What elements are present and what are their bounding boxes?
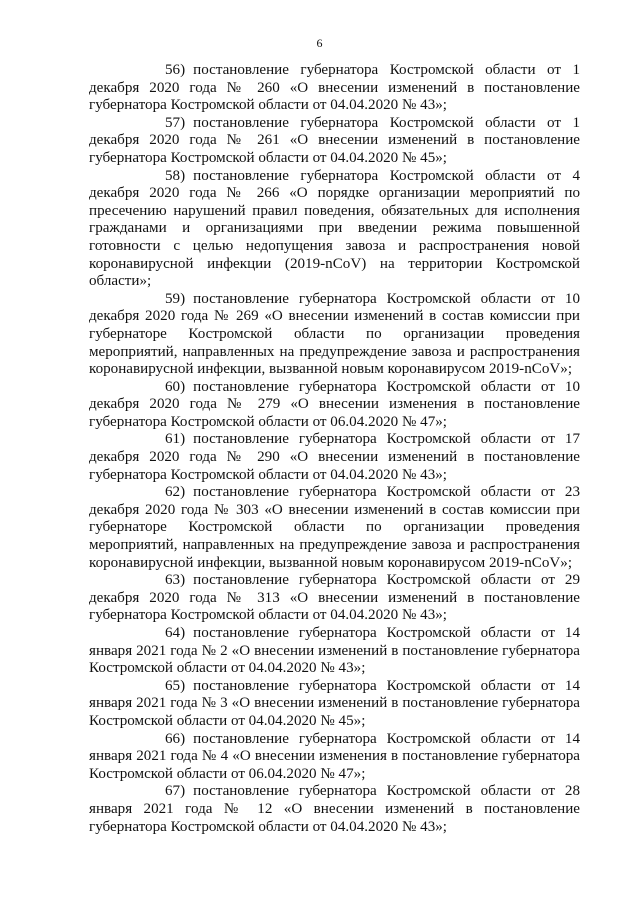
item-number: 63) [165,572,186,589]
item-text: постановление губернатора Костромской области от 23 декабря 2020 года № 303 «О внесении изменений в состав комиссии при губернаторе Костромской области по организации проведения мероприятий, направленных на предупреждение завоза и распространения коронавирусной инфекции, вызванной новым коронавирусом 2019-nCoV»; [89,484,580,571]
item-text: постановление губернатора Костромской области от 10 декабря 2020 года № 279 «О внесении изменения в постановление губернатора Костромской области от 06.04.2020 № 47»; [89,378,580,430]
item-text: постановление губернатора Костромской области от 14 января 2021 года № 2 «О внесении изменений в постановление губернатора Костромской области от 04.04.2020 № 43»; [89,625,580,677]
item-text: постановление губернатора Костромской области от 4 декабря 2020 года № 266 «О порядке организации мероприятий по пресечению нарушений правил поведения, обязательных для исполнения гражданами и организациями при введении режима повышенной готовности с целью недопущения завоза и распространения новой коронавирусной инфекции (2019-nCoV) на территории Костромской области»; [89,167,580,290]
list-item [89,168,580,291]
item-number: 57) [165,114,186,131]
item-text: постановление губернатора Костромской области от 17 декабря 2020 года № 290 «О внесении изменений в постановление губернатора Костромской области от 04.04.2020 № 43»; [89,431,580,483]
item-text: постановление губернатора Костромской области от 14 января 2021 года № 3 «О внесении изменений в постановление губернатора Костромской области от 04.04.2020 № 45»; [89,677,580,729]
item-text: постановление губернатора Костромской области от 14 января 2021 года № 4 «О внесении изменения в постановление губернатора Костромской области от 06.04.2020 № 47»; [89,730,580,782]
list-item [89,62,580,115]
item-number: 61) [165,431,186,448]
item-number: 64) [165,625,186,641]
item-number: 58) [165,167,186,184]
list-item [89,115,580,168]
document-body [89,62,580,836]
item-number: 67) [165,783,186,800]
item-number: 56) [165,62,186,78]
list-item [89,625,580,678]
item-number: 59) [165,290,186,307]
list-item [89,731,580,784]
item-number: 60) [165,378,186,395]
item-number: 66) [165,730,186,747]
list-item [89,379,580,432]
item-text: постановление губернатора Костромской области от 1 декабря 2020 года № 260 «О внесении изменений в постановление губернатора Костромской области от 04.04.2020 № 43»; [89,62,580,114]
list-item [89,783,580,836]
page-number: 6 [316,36,323,50]
item-text: постановление губернатора Костромской области от 1 декабря 2020 года № 261 «О внесении изменений в постановление губернатора Костромской области от 04.04.2020 № 45»; [89,114,580,166]
list-item [89,431,580,484]
item-text: постановление губернатора Костромской области от 28 января 2021 года № 12 «О внесении изменений в постановление губернатора Костромской области от 04.04.2020 № 43»; [89,783,580,835]
item-number: 62) [165,484,186,501]
list-item [89,484,580,572]
list-item [89,572,580,625]
item-number: 65) [165,677,186,694]
list-item [89,291,580,379]
item-text: постановление губернатора Костромской области от 10 декабря 2020 года № 269 «О внесении изменений в состав комиссии при губернаторе Костромской области по организации проведения мероприятий, направленных на предупреждение завоза и распространения коронавирусной инфекции, вызванной новым коронавирусом 2019-nCoV»; [89,290,580,378]
item-text: постановление губернатора Костромской области от 29 декабря 2020 года № 313 «О внесении изменений в постановление губернатора Костромской области от 04.04.2020 № 43»; [89,572,580,624]
list-item [89,678,580,731]
